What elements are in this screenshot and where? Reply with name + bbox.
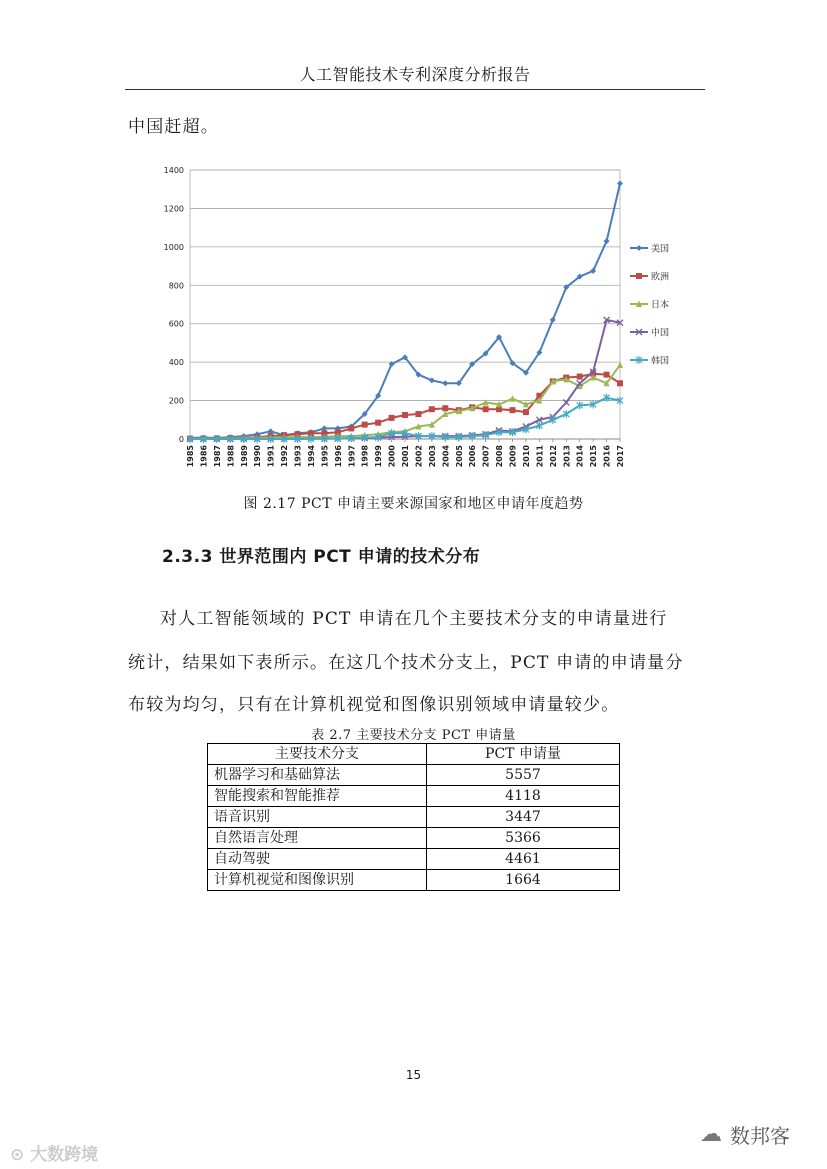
data-point bbox=[389, 415, 395, 421]
x-tick-label: 2017 bbox=[616, 445, 625, 468]
x-tick-label: 2000 bbox=[387, 445, 397, 468]
branch-name: 语音识别 bbox=[208, 807, 427, 828]
watermark-left-text: 大数跨境 bbox=[30, 1145, 99, 1165]
branch-count: 4118 bbox=[427, 786, 620, 807]
x-tick-label: 2008 bbox=[495, 445, 505, 468]
x-tick-label: 1991 bbox=[266, 445, 276, 468]
logo-icon: ⊙ bbox=[10, 1145, 25, 1165]
y-tick-label: 1200 bbox=[163, 204, 184, 214]
data-point bbox=[348, 425, 354, 431]
wechat-icon: ☁ bbox=[700, 1122, 722, 1147]
data-point bbox=[402, 412, 408, 418]
data-point bbox=[375, 420, 381, 426]
data-point bbox=[636, 273, 642, 279]
y-tick-label: 1000 bbox=[163, 242, 184, 252]
legend-entry bbox=[630, 327, 669, 339]
page-number: 15 bbox=[405, 1068, 422, 1082]
series-1 bbox=[187, 180, 623, 441]
x-tick-label: 1986 bbox=[199, 445, 209, 468]
data-point bbox=[510, 395, 516, 402]
x-tick-label: 1996 bbox=[333, 445, 343, 468]
data-point bbox=[429, 406, 435, 412]
branch-name: 自动驾驶 bbox=[208, 849, 427, 870]
x-tick-label: 2003 bbox=[427, 445, 437, 468]
y-tick-label: 200 bbox=[168, 396, 184, 406]
x-tick-label: 1992 bbox=[280, 445, 290, 468]
x-tick-label: 1985 bbox=[186, 445, 195, 468]
watermark-right-text: 数邦客 bbox=[730, 1124, 790, 1148]
chart-series bbox=[187, 180, 623, 443]
data-point bbox=[617, 180, 623, 186]
data-point bbox=[442, 380, 448, 386]
data-point bbox=[550, 317, 556, 323]
pct-trend-chart bbox=[160, 160, 670, 468]
y-tick-label: 800 bbox=[168, 281, 184, 291]
watermark-right bbox=[700, 1120, 790, 1149]
x-tick-label: 2011 bbox=[535, 445, 545, 468]
x-tick-label: 2001 bbox=[401, 445, 410, 468]
paragraph-line-2: 统计，结果如下表所示。在这几个技术分支上，PCT 申请的申请量分 bbox=[128, 653, 684, 673]
y-tick-label: 0 bbox=[178, 435, 184, 444]
data-point bbox=[617, 380, 623, 386]
data-point bbox=[510, 407, 516, 413]
x-tick-label: 1988 bbox=[226, 445, 236, 468]
x-tick-label: 2015 bbox=[589, 445, 599, 468]
x-tick-label: 1993 bbox=[293, 445, 303, 468]
table-row bbox=[208, 870, 620, 891]
chart-legend bbox=[630, 243, 669, 367]
branch-name: 机器学习和基础算法 bbox=[208, 765, 427, 786]
data-point bbox=[523, 409, 529, 415]
x-tick-label: 1999 bbox=[374, 445, 384, 468]
y-tick-label: 400 bbox=[168, 358, 184, 368]
table-header-row bbox=[208, 744, 620, 765]
data-point bbox=[604, 372, 610, 378]
data-point bbox=[577, 374, 583, 380]
series-line bbox=[190, 365, 620, 439]
x-tick-label: 2007 bbox=[481, 445, 491, 468]
pct-branch-table bbox=[207, 743, 620, 891]
data-point bbox=[429, 377, 435, 383]
data-point bbox=[483, 406, 489, 412]
paragraph-line-1: 对人工智能领域的 PCT 申请在几个主要技术分支的申请量进行 bbox=[160, 609, 668, 629]
legend-entry bbox=[630, 355, 669, 367]
legend-entry bbox=[630, 271, 669, 283]
y-tick-label: 1400 bbox=[163, 166, 184, 175]
paragraph-line-3: 布较为均匀，只有在计算机视觉和图像识别领域申请量较少。 bbox=[128, 695, 620, 715]
table-caption: 表 2.7 主要技术分支 PCT 申请量 bbox=[311, 728, 516, 743]
x-tick-label: 2016 bbox=[602, 445, 612, 468]
x-tick-label: 2012 bbox=[548, 445, 558, 468]
branch-name: 计算机视觉和图像识别 bbox=[208, 870, 427, 891]
branch-count: 5366 bbox=[427, 828, 620, 849]
x-tick-label: 2004 bbox=[441, 445, 451, 468]
x-tick-label: 2014 bbox=[575, 445, 585, 468]
y-tick-label: 600 bbox=[168, 319, 184, 329]
legend-label: 韩国 bbox=[651, 356, 670, 367]
table-row bbox=[208, 849, 620, 870]
header-count: PCT 申请量 bbox=[427, 744, 620, 765]
table-row bbox=[208, 828, 620, 849]
legend-entry bbox=[630, 243, 669, 255]
table-row bbox=[208, 786, 620, 807]
figure-caption: 图 2.17 PCT 申请主要来源国家和地区申请年度趋势 bbox=[243, 496, 584, 512]
data-point bbox=[590, 268, 596, 274]
legend-label: 美国 bbox=[651, 244, 670, 255]
series-line bbox=[190, 184, 620, 439]
legend-label: 中国 bbox=[651, 328, 670, 339]
branch-count: 4461 bbox=[427, 849, 620, 870]
x-tick-label: 2013 bbox=[562, 445, 572, 468]
x-tick-label: 1994 bbox=[306, 445, 316, 468]
x-tick-label: 1989 bbox=[239, 445, 249, 468]
table-row bbox=[208, 807, 620, 828]
running-header: 人工智能技术专利深度分析报告 bbox=[299, 65, 531, 84]
table-row bbox=[208, 765, 620, 786]
branch-name: 自然语言处理 bbox=[208, 828, 427, 849]
x-tick-label: 2005 bbox=[454, 445, 464, 468]
watermark-left bbox=[10, 1140, 98, 1165]
x-tick-label: 1990 bbox=[253, 445, 263, 468]
section-heading: 2.3.3 世界范围内 PCT 申请的技术分布 bbox=[162, 547, 481, 567]
legend-label: 欧洲 bbox=[651, 272, 670, 283]
chart-grid bbox=[190, 170, 620, 439]
x-tick-label: 1987 bbox=[212, 445, 222, 468]
x-tick-label: 2002 bbox=[414, 445, 424, 468]
branch-count: 5557 bbox=[427, 765, 620, 786]
data-point bbox=[442, 405, 448, 411]
x-tick-label: 2010 bbox=[521, 445, 531, 468]
plot-area-border bbox=[190, 170, 620, 439]
data-point bbox=[362, 422, 368, 428]
x-tick-label: 2006 bbox=[468, 445, 478, 468]
x-tick-label: 1997 bbox=[347, 445, 357, 468]
data-point bbox=[415, 411, 421, 417]
branch-name: 智能搜索和智能推荐 bbox=[208, 786, 427, 807]
header-branch: 主要技术分支 bbox=[208, 744, 427, 765]
legend-label: 日本 bbox=[651, 300, 670, 311]
header-rule bbox=[125, 89, 705, 90]
branch-count: 1664 bbox=[427, 870, 620, 891]
data-point bbox=[604, 238, 610, 244]
data-point bbox=[636, 245, 642, 251]
x-tick-label: 2009 bbox=[508, 445, 518, 468]
x-tick-label: 1995 bbox=[320, 445, 330, 468]
branch-count: 3447 bbox=[427, 807, 620, 828]
legend-entry bbox=[630, 299, 669, 311]
intro-text: 中国赶超。 bbox=[128, 117, 219, 137]
x-tick-label: 1998 bbox=[360, 445, 370, 468]
